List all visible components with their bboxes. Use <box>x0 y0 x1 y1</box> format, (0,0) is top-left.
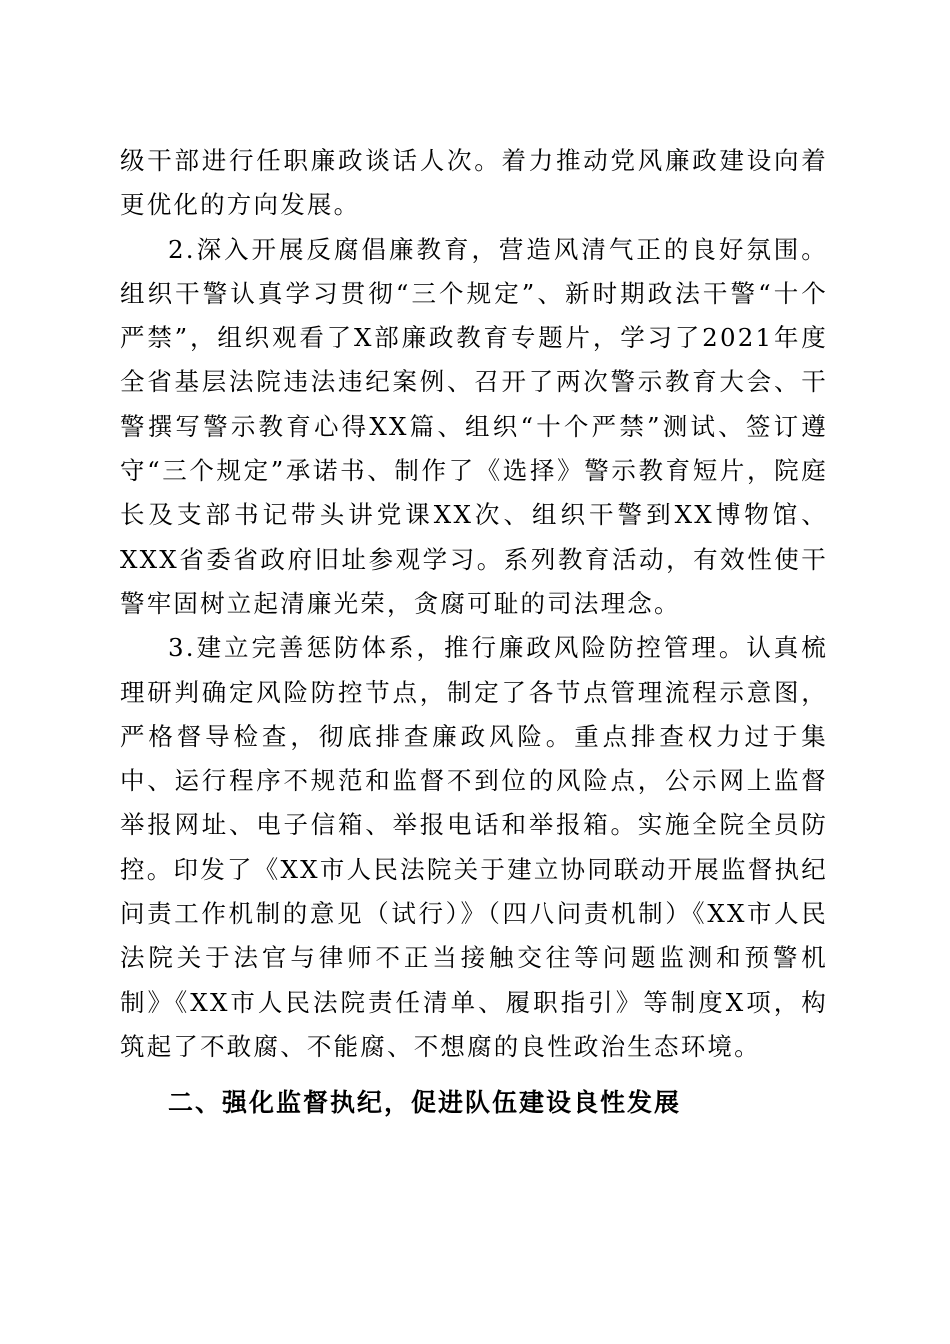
section-heading: 二、强化监督执纪，促进队伍建设良性发展 <box>168 1088 682 1117</box>
paragraph-item-3: 3.建立完善惩防体系，推行廉政风险防控管理。认真梳理研判确定风险防控节点，制定了各节点管理流程示意图，严格督导检查，彻底排查廉政风险。重点排查权力过于集中、运行程序不规范和监督不到位的风险点，公示网上监督举报网址、电子信箱、举报电话和举报箱。实施全院全员防控。印发了《XX市人民法院关于建立协同联动开展监督执纪问责工作机制的意见（试行）》（四八问责机制）《XX市人民法院关于法官与律师不正当接触交往等问题监测和预警机制》《XX市人民法院责任清单、履职指引》等制度X项，构筑起了不敢腐、不能腐、不想腐的良性政治生态环境。 <box>120 633 828 1061</box>
document-body <box>120 139 828 1069</box>
paragraph-continuation: 级干部进行任职廉政谈话人次。着力推动党风廉政建设向着更优化的方向发展。 <box>120 146 828 220</box>
paragraph-item-2: 2.深入开展反腐倡廉教育，营造风清气正的良好氛围。组织干警认真学习贯彻“三个规定”、新时期政法干警“十个严禁”，组织观看了X部廉政教育专题片，学习了2021年度全省基层法院违法违纪案例、召开了两次警示教育大会、干警撰写警示教育心得XX篇、组织“十个严禁”测试、签订遵守“三个规定”承诺书、制作了《选择》警示教育短片，院庭长及支部书记带头讲党课XX次、组织干警到XX博物馆、XXX省委省政府旧址参观学习。系列教育活动，有效性使干警牢固树立起清廉光荣，贪腐可耻的司法理念。 <box>120 234 828 618</box>
